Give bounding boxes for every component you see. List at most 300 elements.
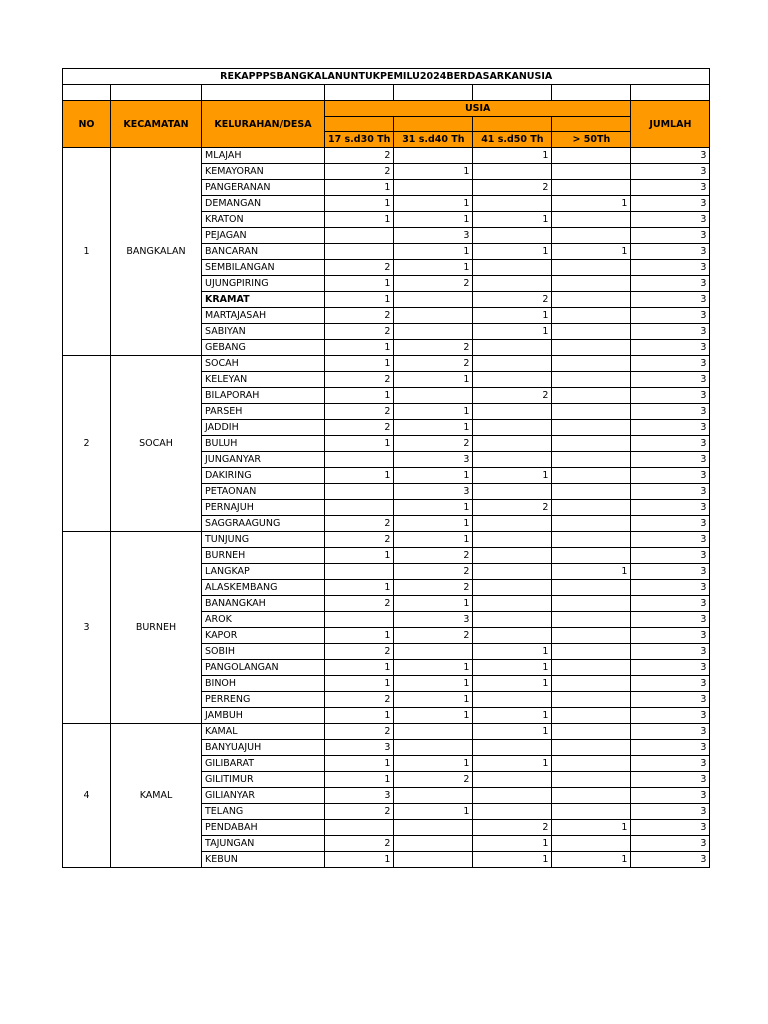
age-41-50-cell bbox=[473, 420, 552, 436]
jumlah-cell: 3 bbox=[631, 212, 710, 228]
jumlah-cell: 3 bbox=[631, 756, 710, 772]
desa-cell: SAGGRAAGUNG bbox=[202, 516, 325, 532]
group-no-cell: 1 bbox=[63, 148, 111, 356]
desa-cell: JADDIH bbox=[202, 420, 325, 436]
jumlah-cell: 3 bbox=[631, 772, 710, 788]
age-41-50-cell bbox=[473, 196, 552, 212]
age-41-50-cell: 1 bbox=[473, 708, 552, 724]
age-over-50-cell bbox=[552, 308, 631, 324]
age-17-30-cell: 2 bbox=[325, 804, 394, 820]
age-41-50-cell bbox=[473, 436, 552, 452]
jumlah-cell: 3 bbox=[631, 180, 710, 196]
desa-cell: PANGOLANGAN bbox=[202, 660, 325, 676]
age-17-30-cell: 1 bbox=[325, 388, 394, 404]
age-31-40-cell bbox=[394, 148, 473, 164]
table-row bbox=[63, 356, 710, 372]
age-over-50-cell bbox=[552, 452, 631, 468]
desa-cell: GILITIMUR bbox=[202, 772, 325, 788]
jumlah-cell: 3 bbox=[631, 308, 710, 324]
age-41-50-cell bbox=[473, 276, 552, 292]
age-41-50-cell bbox=[473, 260, 552, 276]
age-31-40-cell: 2 bbox=[394, 580, 473, 596]
age-41-50-cell bbox=[473, 340, 552, 356]
age-over-50-cell bbox=[552, 676, 631, 692]
age-31-40-cell: 1 bbox=[394, 692, 473, 708]
desa-cell: JUNGANYAR bbox=[202, 452, 325, 468]
age-31-40-cell: 1 bbox=[394, 260, 473, 276]
age-over-50-cell bbox=[552, 548, 631, 564]
age-17-30-cell: 1 bbox=[325, 356, 394, 372]
desa-cell: UJUNGPIRING bbox=[202, 276, 325, 292]
age-over-50-cell bbox=[552, 644, 631, 660]
age-41-50-cell bbox=[473, 164, 552, 180]
age-17-30-cell: 3 bbox=[325, 740, 394, 756]
age-41-50-cell bbox=[473, 484, 552, 500]
age-17-30-cell: 1 bbox=[325, 628, 394, 644]
header-usia: USIA bbox=[325, 100, 631, 116]
desa-cell: TELANG bbox=[202, 804, 325, 820]
age-17-30-cell: 1 bbox=[325, 676, 394, 692]
spreadsheet bbox=[62, 68, 710, 868]
age-41-50-cell bbox=[473, 228, 552, 244]
desa-cell: PERRENG bbox=[202, 692, 325, 708]
jumlah-cell: 3 bbox=[631, 788, 710, 804]
jumlah-cell: 3 bbox=[631, 596, 710, 612]
age-17-30-cell: 2 bbox=[325, 324, 394, 340]
kecamatan-cell: BANGKALAN bbox=[111, 148, 202, 356]
age-over-50-cell bbox=[552, 276, 631, 292]
jumlah-cell: 3 bbox=[631, 292, 710, 308]
age-17-30-cell: 2 bbox=[325, 308, 394, 324]
age-31-40-cell: 1 bbox=[394, 596, 473, 612]
age-17-30-cell: 2 bbox=[325, 516, 394, 532]
age-31-40-cell bbox=[394, 836, 473, 852]
desa-cell: PANGERANAN bbox=[202, 180, 325, 196]
kecamatan-cell: BURNEH bbox=[111, 532, 202, 724]
age-31-40-cell: 1 bbox=[394, 676, 473, 692]
age-31-40-cell: 1 bbox=[394, 804, 473, 820]
jumlah-cell: 3 bbox=[631, 228, 710, 244]
age-17-30-cell: 1 bbox=[325, 708, 394, 724]
jumlah-cell: 3 bbox=[631, 276, 710, 292]
jumlah-cell: 3 bbox=[631, 804, 710, 820]
age-41-50-cell bbox=[473, 804, 552, 820]
jumlah-cell: 3 bbox=[631, 468, 710, 484]
age-over-50-cell bbox=[552, 660, 631, 676]
desa-cell: KRAMAT bbox=[202, 292, 325, 308]
desa-cell: SEMBILANGAN bbox=[202, 260, 325, 276]
age-31-40-cell: 1 bbox=[394, 660, 473, 676]
age-31-40-cell: 2 bbox=[394, 276, 473, 292]
age-over-50-cell: 1 bbox=[552, 244, 631, 260]
age-over-50-cell bbox=[552, 580, 631, 596]
desa-cell: SOBIH bbox=[202, 644, 325, 660]
desa-cell: JAMBUH bbox=[202, 708, 325, 724]
age-17-30-cell: 1 bbox=[325, 340, 394, 356]
age-41-50-cell bbox=[473, 548, 552, 564]
jumlah-cell: 3 bbox=[631, 836, 710, 852]
age-17-30-cell: 2 bbox=[325, 532, 394, 548]
jumlah-cell: 3 bbox=[631, 516, 710, 532]
age-41-50-cell bbox=[473, 628, 552, 644]
jumlah-cell: 3 bbox=[631, 244, 710, 260]
age-31-40-cell: 1 bbox=[394, 468, 473, 484]
age-41-50-cell bbox=[473, 564, 552, 580]
age-31-40-cell: 1 bbox=[394, 212, 473, 228]
age-17-30-cell: 2 bbox=[325, 724, 394, 740]
age-17-30-cell: 2 bbox=[325, 596, 394, 612]
age-31-40-cell: 2 bbox=[394, 564, 473, 580]
age-17-30-cell bbox=[325, 500, 394, 516]
header-jumlah: JUMLAH bbox=[631, 100, 710, 148]
age-31-40-cell bbox=[394, 788, 473, 804]
jumlah-cell: 3 bbox=[631, 548, 710, 564]
age-31-40-cell: 1 bbox=[394, 516, 473, 532]
age-31-40-cell: 3 bbox=[394, 228, 473, 244]
age-41-50-cell: 1 bbox=[473, 468, 552, 484]
age-17-30-cell: 1 bbox=[325, 660, 394, 676]
age-over-50-cell bbox=[552, 740, 631, 756]
empty-cell bbox=[111, 85, 202, 101]
age-31-40-cell bbox=[394, 852, 473, 868]
desa-cell: SABIYAN bbox=[202, 324, 325, 340]
jumlah-cell: 3 bbox=[631, 196, 710, 212]
jumlah-cell: 3 bbox=[631, 628, 710, 644]
header-kecamatan: KECAMATAN bbox=[111, 100, 202, 148]
desa-cell: BILAPORAH bbox=[202, 388, 325, 404]
jumlah-cell: 3 bbox=[631, 356, 710, 372]
age-over-50-cell bbox=[552, 420, 631, 436]
header-age-17-30: 17 s.d30 Th bbox=[325, 132, 394, 148]
age-over-50-cell bbox=[552, 708, 631, 724]
jumlah-cell: 3 bbox=[631, 340, 710, 356]
age-17-30-cell: 1 bbox=[325, 468, 394, 484]
desa-cell: MLAJAH bbox=[202, 148, 325, 164]
age-over-50-cell bbox=[552, 612, 631, 628]
age-41-50-cell: 1 bbox=[473, 148, 552, 164]
age-over-50-cell bbox=[552, 836, 631, 852]
age-31-40-cell bbox=[394, 324, 473, 340]
age-41-50-cell: 2 bbox=[473, 180, 552, 196]
desa-cell: ALASKEMBANG bbox=[202, 580, 325, 596]
spacer-row bbox=[63, 85, 710, 101]
desa-cell: PARSEH bbox=[202, 404, 325, 420]
age-41-50-cell: 1 bbox=[473, 212, 552, 228]
age-41-50-cell bbox=[473, 404, 552, 420]
jumlah-cell: 3 bbox=[631, 404, 710, 420]
header-kelurahan: KELURAHAN/DESA bbox=[202, 100, 325, 148]
age-17-30-cell bbox=[325, 228, 394, 244]
age-17-30-cell: 2 bbox=[325, 148, 394, 164]
age-over-50-cell bbox=[552, 260, 631, 276]
age-31-40-cell: 1 bbox=[394, 500, 473, 516]
age-31-40-cell bbox=[394, 388, 473, 404]
desa-cell: KRATON bbox=[202, 212, 325, 228]
age-41-50-cell: 1 bbox=[473, 836, 552, 852]
age-17-30-cell: 2 bbox=[325, 836, 394, 852]
desa-cell: KAPOR bbox=[202, 628, 325, 644]
age-over-50-cell bbox=[552, 228, 631, 244]
desa-cell: TUNJUNG bbox=[202, 532, 325, 548]
empty-cell bbox=[63, 85, 111, 101]
jumlah-cell: 3 bbox=[631, 580, 710, 596]
age-31-40-cell bbox=[394, 724, 473, 740]
desa-cell: KAMAL bbox=[202, 724, 325, 740]
age-17-30-cell: 1 bbox=[325, 212, 394, 228]
age-41-50-cell: 2 bbox=[473, 820, 552, 836]
age-17-30-cell: 1 bbox=[325, 276, 394, 292]
age-over-50-cell: 1 bbox=[552, 196, 631, 212]
age-over-50-cell bbox=[552, 804, 631, 820]
age-41-50-cell: 1 bbox=[473, 308, 552, 324]
jumlah-cell: 3 bbox=[631, 692, 710, 708]
age-17-30-cell: 2 bbox=[325, 164, 394, 180]
age-17-30-cell bbox=[325, 452, 394, 468]
header-blank bbox=[325, 116, 394, 132]
jumlah-cell: 3 bbox=[631, 852, 710, 868]
desa-cell: DEMANGAN bbox=[202, 196, 325, 212]
jumlah-cell: 3 bbox=[631, 612, 710, 628]
header-no: NO bbox=[63, 100, 111, 148]
age-17-30-cell: 2 bbox=[325, 692, 394, 708]
jumlah-cell: 3 bbox=[631, 532, 710, 548]
jumlah-cell: 3 bbox=[631, 484, 710, 500]
age-31-40-cell: 2 bbox=[394, 436, 473, 452]
header-age-41-50: 41 s.d50 Th bbox=[473, 132, 552, 148]
jumlah-cell: 3 bbox=[631, 564, 710, 580]
desa-cell: TAJUNGAN bbox=[202, 836, 325, 852]
jumlah-cell: 3 bbox=[631, 324, 710, 340]
age-31-40-cell: 2 bbox=[394, 548, 473, 564]
age-41-50-cell bbox=[473, 532, 552, 548]
age-31-40-cell: 1 bbox=[394, 404, 473, 420]
age-17-30-cell: 1 bbox=[325, 180, 394, 196]
age-41-50-cell bbox=[473, 452, 552, 468]
age-over-50-cell bbox=[552, 388, 631, 404]
age-41-50-cell bbox=[473, 788, 552, 804]
jumlah-cell: 3 bbox=[631, 148, 710, 164]
age-over-50-cell bbox=[552, 788, 631, 804]
age-31-40-cell: 2 bbox=[394, 340, 473, 356]
age-over-50-cell bbox=[552, 724, 631, 740]
age-over-50-cell bbox=[552, 148, 631, 164]
age-31-40-cell bbox=[394, 644, 473, 660]
age-41-50-cell: 1 bbox=[473, 244, 552, 260]
age-41-50-cell bbox=[473, 372, 552, 388]
age-41-50-cell: 1 bbox=[473, 644, 552, 660]
desa-cell: PETAONAN bbox=[202, 484, 325, 500]
age-17-30-cell: 3 bbox=[325, 788, 394, 804]
age-41-50-cell: 1 bbox=[473, 676, 552, 692]
age-41-50-cell bbox=[473, 580, 552, 596]
age-41-50-cell bbox=[473, 692, 552, 708]
jumlah-cell: 3 bbox=[631, 740, 710, 756]
group-no-cell: 2 bbox=[63, 356, 111, 532]
age-31-40-cell: 3 bbox=[394, 452, 473, 468]
header-age-31-40: 31 s.d40 Th bbox=[394, 132, 473, 148]
age-17-30-cell bbox=[325, 612, 394, 628]
header-blank bbox=[394, 116, 473, 132]
jumlah-cell: 3 bbox=[631, 820, 710, 836]
jumlah-cell: 3 bbox=[631, 708, 710, 724]
jumlah-cell: 3 bbox=[631, 500, 710, 516]
empty-cell bbox=[202, 85, 325, 101]
table-row bbox=[63, 724, 710, 740]
age-31-40-cell: 1 bbox=[394, 756, 473, 772]
age-over-50-cell bbox=[552, 324, 631, 340]
group-no-cell: 4 bbox=[63, 724, 111, 868]
kecamatan-cell: KAMAL bbox=[111, 724, 202, 868]
age-17-30-cell: 2 bbox=[325, 420, 394, 436]
group-no-cell: 3 bbox=[63, 532, 111, 724]
desa-cell: BULUH bbox=[202, 436, 325, 452]
age-over-50-cell bbox=[552, 436, 631, 452]
age-over-50-cell: 1 bbox=[552, 564, 631, 580]
recap-table bbox=[62, 68, 710, 868]
jumlah-cell: 3 bbox=[631, 676, 710, 692]
age-17-30-cell: 1 bbox=[325, 292, 394, 308]
age-41-50-cell bbox=[473, 740, 552, 756]
empty-cell bbox=[325, 85, 394, 101]
desa-cell: GILIANYAR bbox=[202, 788, 325, 804]
age-41-50-cell: 2 bbox=[473, 388, 552, 404]
age-over-50-cell bbox=[552, 164, 631, 180]
age-over-50-cell bbox=[552, 756, 631, 772]
age-17-30-cell: 1 bbox=[325, 548, 394, 564]
age-41-50-cell: 2 bbox=[473, 292, 552, 308]
age-31-40-cell bbox=[394, 292, 473, 308]
age-31-40-cell: 1 bbox=[394, 244, 473, 260]
desa-cell: BURNEH bbox=[202, 548, 325, 564]
age-over-50-cell bbox=[552, 532, 631, 548]
header-blank bbox=[552, 116, 631, 132]
desa-cell: KELEYAN bbox=[202, 372, 325, 388]
age-41-50-cell bbox=[473, 596, 552, 612]
desa-cell: BINOH bbox=[202, 676, 325, 692]
age-over-50-cell bbox=[552, 628, 631, 644]
age-31-40-cell bbox=[394, 180, 473, 196]
empty-cell bbox=[473, 85, 552, 101]
jumlah-cell: 3 bbox=[631, 260, 710, 276]
age-31-40-cell: 1 bbox=[394, 420, 473, 436]
desa-cell: SOCAH bbox=[202, 356, 325, 372]
age-41-50-cell: 1 bbox=[473, 756, 552, 772]
age-17-30-cell: 2 bbox=[325, 372, 394, 388]
desa-cell: BANYUAJUH bbox=[202, 740, 325, 756]
desa-cell: MARTAJASAH bbox=[202, 308, 325, 324]
desa-cell: BANCARAN bbox=[202, 244, 325, 260]
age-41-50-cell bbox=[473, 612, 552, 628]
desa-cell: GILIBARAT bbox=[202, 756, 325, 772]
jumlah-cell: 3 bbox=[631, 420, 710, 436]
age-over-50-cell bbox=[552, 372, 631, 388]
age-over-50-cell bbox=[552, 180, 631, 196]
empty-cell bbox=[394, 85, 473, 101]
empty-cell bbox=[631, 85, 710, 101]
jumlah-cell: 3 bbox=[631, 164, 710, 180]
age-41-50-cell bbox=[473, 772, 552, 788]
age-17-30-cell: 2 bbox=[325, 644, 394, 660]
age-31-40-cell bbox=[394, 740, 473, 756]
age-41-50-cell: 2 bbox=[473, 500, 552, 516]
age-31-40-cell: 3 bbox=[394, 484, 473, 500]
desa-cell: KEBUN bbox=[202, 852, 325, 868]
desa-cell: DAKIRING bbox=[202, 468, 325, 484]
age-over-50-cell bbox=[552, 516, 631, 532]
table-row bbox=[63, 148, 710, 164]
age-over-50-cell bbox=[552, 500, 631, 516]
jumlah-cell: 3 bbox=[631, 436, 710, 452]
age-over-50-cell: 1 bbox=[552, 820, 631, 836]
header-row-1 bbox=[63, 100, 710, 116]
age-17-30-cell bbox=[325, 244, 394, 260]
jumlah-cell: 3 bbox=[631, 724, 710, 740]
age-over-50-cell bbox=[552, 404, 631, 420]
jumlah-cell: 3 bbox=[631, 660, 710, 676]
age-41-50-cell bbox=[473, 356, 552, 372]
age-31-40-cell: 1 bbox=[394, 708, 473, 724]
age-over-50-cell bbox=[552, 596, 631, 612]
age-31-40-cell bbox=[394, 308, 473, 324]
age-17-30-cell: 1 bbox=[325, 196, 394, 212]
age-31-40-cell bbox=[394, 820, 473, 836]
kecamatan-cell: SOCAH bbox=[111, 356, 202, 532]
age-41-50-cell: 1 bbox=[473, 852, 552, 868]
desa-cell: AROK bbox=[202, 612, 325, 628]
header-blank bbox=[473, 116, 552, 132]
age-over-50-cell bbox=[552, 292, 631, 308]
age-31-40-cell: 2 bbox=[394, 772, 473, 788]
age-17-30-cell: 1 bbox=[325, 436, 394, 452]
desa-cell: KEMAYORAN bbox=[202, 164, 325, 180]
age-17-30-cell: 1 bbox=[325, 772, 394, 788]
desa-cell: BANANGKAH bbox=[202, 596, 325, 612]
age-41-50-cell: 1 bbox=[473, 324, 552, 340]
desa-cell: GEBANG bbox=[202, 340, 325, 356]
age-41-50-cell bbox=[473, 516, 552, 532]
jumlah-cell: 3 bbox=[631, 644, 710, 660]
age-31-40-cell: 1 bbox=[394, 372, 473, 388]
empty-cell bbox=[552, 85, 631, 101]
age-over-50-cell: 1 bbox=[552, 852, 631, 868]
age-31-40-cell: 3 bbox=[394, 612, 473, 628]
age-31-40-cell: 1 bbox=[394, 532, 473, 548]
age-17-30-cell bbox=[325, 484, 394, 500]
table-row bbox=[63, 532, 710, 548]
age-over-50-cell bbox=[552, 356, 631, 372]
age-17-30-cell bbox=[325, 564, 394, 580]
age-31-40-cell: 1 bbox=[394, 164, 473, 180]
age-17-30-cell: 2 bbox=[325, 260, 394, 276]
age-over-50-cell bbox=[552, 484, 631, 500]
jumlah-cell: 3 bbox=[631, 388, 710, 404]
age-over-50-cell bbox=[552, 212, 631, 228]
age-41-50-cell: 1 bbox=[473, 660, 552, 676]
age-over-50-cell bbox=[552, 772, 631, 788]
jumlah-cell: 3 bbox=[631, 452, 710, 468]
age-31-40-cell: 2 bbox=[394, 628, 473, 644]
age-over-50-cell bbox=[552, 468, 631, 484]
age-17-30-cell: 1 bbox=[325, 756, 394, 772]
age-31-40-cell: 1 bbox=[394, 196, 473, 212]
desa-cell: PEJAGAN bbox=[202, 228, 325, 244]
desa-cell: PENDABAH bbox=[202, 820, 325, 836]
age-17-30-cell: 1 bbox=[325, 580, 394, 596]
jumlah-cell: 3 bbox=[631, 372, 710, 388]
age-17-30-cell: 1 bbox=[325, 852, 394, 868]
desa-cell: PERNAJUH bbox=[202, 500, 325, 516]
age-17-30-cell: 2 bbox=[325, 404, 394, 420]
